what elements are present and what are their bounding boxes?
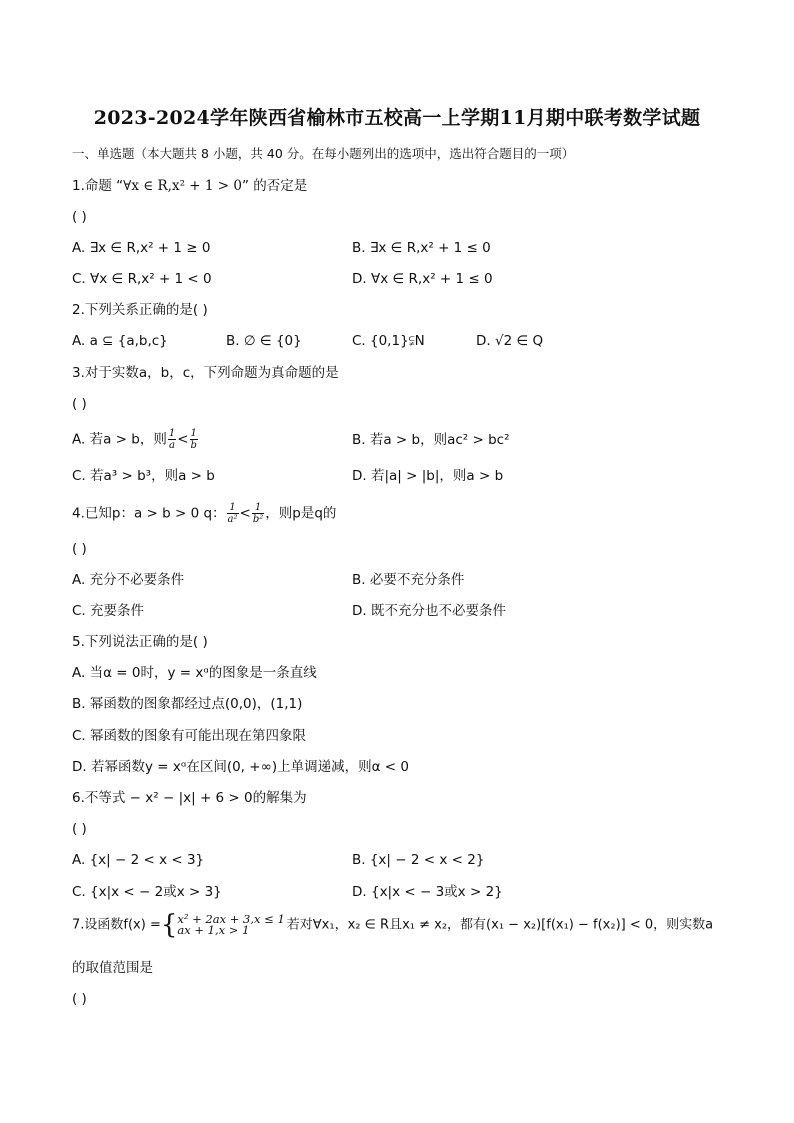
q5-option-a: A. 当α = 0时，y = xᵅ的图象是一条直线	[72, 665, 317, 681]
q2-option-c: C. {0,1}⫋N	[352, 333, 425, 349]
q6-option-b: B. {x| − 2 < x < 2}	[352, 852, 485, 868]
question-7-stem	[72, 910, 714, 940]
q1-option-b: B. ∃x ∈ R,x² + 1 ≤ 0	[352, 240, 491, 256]
answer-blank: ( )	[72, 396, 87, 412]
brace-glyph: {	[160, 910, 178, 940]
q7-stem-line2: 的取值范围是	[72, 960, 153, 976]
answer-blank: ( )	[72, 821, 87, 837]
q2-option-a: A. a ⊆ {a,b,c}	[72, 333, 168, 349]
q4-stem-suffix: ，则p是q的	[265, 505, 337, 522]
q1-option-d: D. ∀x ∈ R,x² + 1 ≤ 0	[352, 271, 493, 287]
q2-option-d: D. √2 ∈ Q	[476, 333, 544, 349]
q2-option-b: B. ∅ ∈ {0}	[226, 333, 302, 349]
q1-stem-prefix: 1.命题 “	[72, 178, 124, 194]
q3-option-b: B. 若a > b，则ac² > bc²	[352, 432, 510, 448]
q7-stem-suffix: 若对∀x₁，x₂ ∈ R且x₁ ≠ x₂，都有(x₁ − x₂)[f(x₁) − f(x₂)] < 0，则实数a	[286, 917, 714, 933]
q4-option-b: B. 必要不充分条件	[352, 572, 465, 588]
q5-option-b: B. 幂函数的图象都经过点(0,0)，(1,1)	[72, 696, 303, 712]
piecewise-cases	[177, 914, 284, 936]
q3-option-a: A. 若a > b，则 $\frac{1}{a}$ < $\frac{1}{b}$	[72, 428, 197, 451]
answer-blank: ( )	[72, 991, 87, 1007]
q4-stem-prefix: 4.已知p：a > b > 0 q：	[72, 505, 226, 522]
fraction: $\frac{1}{a}$	[168, 428, 176, 451]
q1-option-a: A. ∃x ∈ R,x² + 1 ≥ 0	[72, 240, 211, 256]
q3-option-c: C. 若a³ > b³，则a > b	[72, 468, 215, 484]
q1-stem-suffix: ” 的否定是	[241, 178, 308, 194]
q3-option-d: D. 若|a| > |b|，则a > b	[352, 468, 504, 484]
q7-stem-prefix: 7.设函数f(x) =	[72, 917, 161, 933]
q4-option-c: C. 充要条件	[72, 603, 145, 619]
piecewise-case-2: ax + 1,x > 1	[177, 923, 250, 937]
q4-option-a: A. 充分不必要条件	[72, 572, 185, 588]
q5-option-c: C. 幂函数的图象有可能出现在第四象限	[72, 728, 307, 744]
q1-stem-math: ∀x ∈ R,x² + 1 > 0	[123, 178, 242, 194]
question-6-stem: 6.不等式 − x² − |x| + 6 > 0的解集为	[72, 790, 307, 806]
question-1-stem	[72, 176, 307, 196]
question-4-stem: 4.已知p：a > b > 0 q： $\frac{1}{\text{a²}}$ < $\frac{1}{\text{b²}}$ ，则p是q的	[72, 502, 337, 525]
document-title: 2023-2024学年陕西省榆林市五校高一上学期11月期中联考数学试题	[93, 107, 701, 129]
q4-option-d: D. 既不充分也不必要条件	[352, 603, 506, 619]
fraction: $\frac{1}{\text{b²}}$	[252, 502, 264, 525]
answer-blank: ( )	[72, 541, 87, 557]
q6-option-c: C. {x|x < − 2或x > 3}	[72, 884, 222, 900]
q5-option-d: D. 若幂函数y = xᵅ在区间(0, +∞)上单调递减，则α < 0	[72, 759, 409, 775]
question-3-stem: 3.对于实数a，b，c，下列命题为真命题的是	[72, 365, 339, 381]
question-5-stem: 5.下列说法正确的是( )	[72, 634, 208, 650]
answer-blank: ( )	[72, 209, 87, 225]
q1-option-c: C. ∀x ∈ R,x² + 1 < 0	[72, 271, 212, 287]
fraction: $\frac{1}{b}$	[190, 428, 197, 451]
question-2-stem: 2.下列关系正确的是( )	[72, 302, 208, 318]
fraction: $\frac{1}{\text{a²}}$	[227, 502, 238, 525]
q6-option-a: A. {x| − 2 < x < 3}	[72, 852, 205, 868]
piecewise-case-1: x² + 2ax + 3,x ≤ 1	[177, 912, 285, 926]
section-heading: 一、单选题（本大题共 8 小题，共 40 分。在每小题列出的选项中，选出符合题目的一项）	[72, 146, 575, 161]
q3-option-a-text: A. 若a > b，则	[72, 431, 167, 448]
q6-option-d: D. {x|x < − 3或x > 2}	[352, 884, 503, 900]
